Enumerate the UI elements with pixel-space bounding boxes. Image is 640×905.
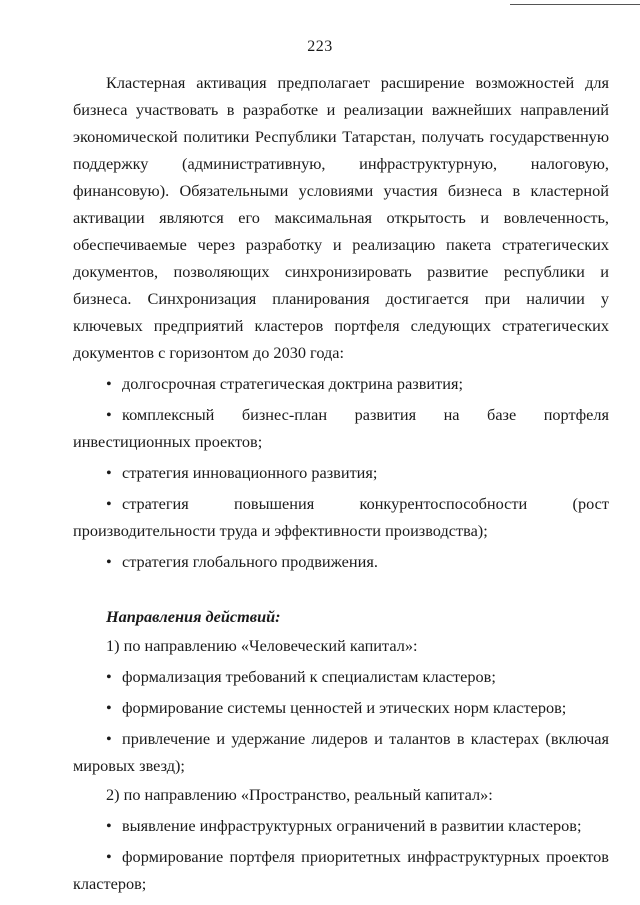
bullet-icon: • [106, 816, 112, 835]
list-item [73, 839, 609, 897]
bullet-icon: • [106, 463, 112, 482]
bullet-icon: • [106, 698, 112, 717]
list-item-text: долгосрочная стратегическая доктрина развития; [122, 374, 463, 393]
list-item-text: стратегия повышения конкурентоспособности (рост производительности труда и эффективности производства); [73, 494, 609, 540]
list-item-text: формализация требований к специалистам кластеров; [122, 667, 496, 686]
bullet-icon: • [106, 667, 112, 686]
list-item-text: формирование системы ценностей и этических норм кластеров; [122, 698, 567, 717]
list-item [73, 486, 609, 544]
list-item [73, 690, 609, 721]
list-item-text: выявление инфраструктурных ограничений в развитии кластеров; [122, 816, 582, 835]
list-item [73, 544, 609, 575]
list-item-text: привлечение и удержание лидеров и талантов в кластерах (включая мировых звезд); [73, 729, 609, 775]
list-item-text: стратегия глобального продвижения. [122, 552, 378, 571]
top-rule [510, 4, 640, 5]
list-item [73, 366, 609, 397]
list-item-text: формирование портфеля приоритетных инфраструктурных проектов кластеров; [73, 847, 609, 893]
bullet-icon: • [106, 729, 112, 748]
section-heading: Направления действий: [106, 607, 281, 626]
bullet-icon: • [106, 405, 112, 424]
bullet-icon: • [106, 374, 112, 393]
direction-title: 1) по направлению «Человеческий капитал»: [106, 636, 418, 655]
list-item [73, 721, 609, 779]
list-item [73, 808, 609, 839]
strategic-documents-list [73, 366, 609, 575]
section-spacer [73, 575, 609, 603]
list-item [73, 397, 609, 455]
list-item [73, 659, 609, 690]
list-item-text: стратегия инновационного развития; [122, 463, 378, 482]
bullet-icon: • [106, 847, 112, 866]
bullet-icon: • [106, 494, 112, 513]
list-item [73, 455, 609, 486]
page-body [73, 69, 609, 897]
intro-paragraph: Кластерная активация предполагает расширение возможностей для бизнеса участвовать в разработке и реализации важнейших направлений экономической политики Республики Татарстан, получать государственную поддержку (административную, инфраструктурную, налоговую, финансовую). Обязательными условиями участия бизнеса в кластерной активации являются его максимальная открытость и вовлеченность, обеспечиваемые через разработку и реализацию пакета стратегических документов, позволяющих синхронизировать развитие республики и бизнеса. Синхронизация планирования достигается при наличии у ключевых предприятий кластеров портфеля следующих стратегических документов с горизонтом до 2030 года: [73, 73, 609, 362]
direction-title: 2) по направлению «Пространство, реальный капитал»: [106, 785, 493, 804]
bullet-icon: • [106, 552, 112, 571]
page-number: 223 [307, 38, 333, 55]
list-item-text: комплексный бизнес-план развития на базе портфеля инвестиционных проектов; [73, 405, 609, 451]
